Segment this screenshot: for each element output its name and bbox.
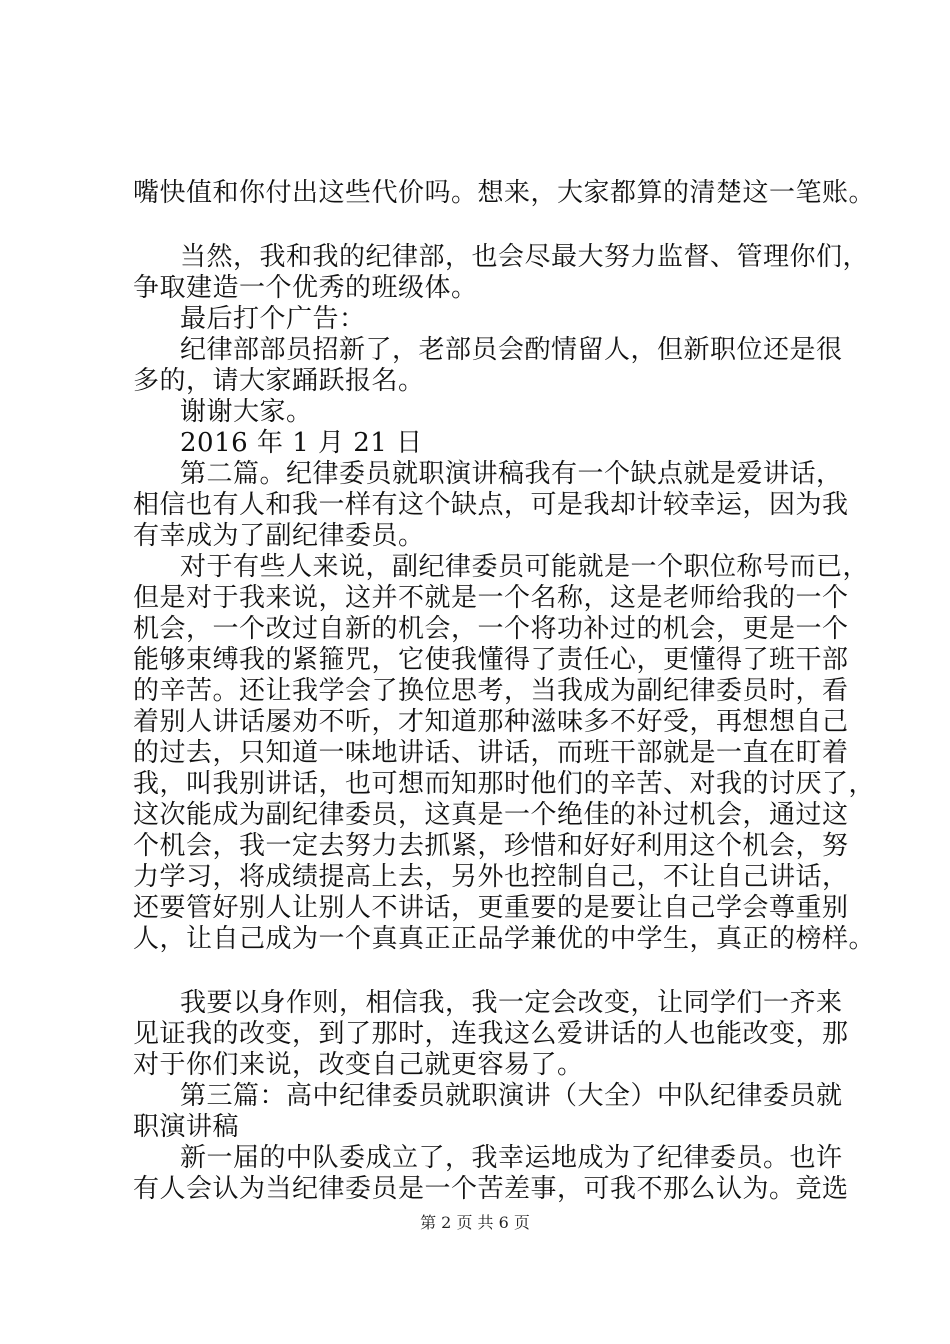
text-line: 我，叫我别讲话，也可想而知那时他们的辛苦、对我的讨厌了，	[133, 769, 876, 799]
text-line: 但是对于我来说，这并不就是一个名称，这是老师给我的一个	[133, 583, 849, 613]
text-line: 纪律部部员招新了，老部员会酌情留人，但新职位还是很	[180, 335, 843, 365]
text-line: 职演讲稿	[133, 1112, 240, 1142]
text-line: 个机会，我一定去努力去抓紧，珍惜和好好利用这个机会，努	[133, 831, 849, 861]
text-line: 力学习，将成绩提高上去，另外也控制自己，不让自己讲话，	[133, 862, 849, 892]
text-line: 有幸成为了副纪律委员。	[133, 521, 425, 551]
text-line: 的辛苦。还让我学会了换位思考，当我成为副纪律委员时，看	[133, 676, 849, 706]
text-line: 最后打个广告：	[180, 304, 366, 334]
text-line: 有人会认为当纪律委员是一个苦差事，可我不那么认为。竞选	[133, 1174, 849, 1204]
text-line: 争取建造一个优秀的班级体。	[133, 273, 478, 303]
text-line: 人，让自己成为一个真真正正品学兼优的中学生，真正的榜样。	[133, 924, 876, 954]
text-line: 能够束缚我的紧箍咒，它使我懂得了责任心，更懂得了班干部	[133, 645, 849, 675]
section-heading: 第三篇：高中纪律委员就职演讲（大全）中队纪律委员就	[180, 1081, 843, 1111]
text-line: 着别人讲话屡劝不听，才知道那种滋味多不好受，再想想自己	[133, 707, 849, 737]
text-line: 谢谢大家。	[180, 397, 313, 427]
section-heading: 第二篇。纪律委员就职演讲稿我有一个缺点就是爱讲话，	[180, 459, 843, 489]
text-line: 多的，请大家踊跃报名。	[133, 366, 425, 396]
text-line: 相信也有人和我一样有这个缺点，可是我却计较幸运，因为我	[133, 490, 849, 520]
text-line: 机会，一个改过自新的机会，一个将功补过的机会，更是一个	[133, 614, 849, 644]
text-line: 见证我的改变，到了那时，连我这么爱讲话的人也能改变，那	[133, 1019, 849, 1049]
text-line: 对于你们来说，改变自己就更容易了。	[133, 1050, 584, 1080]
page-footer: 第 2 页 共 6 页	[420, 1213, 530, 1232]
text-line: 新一届的中队委成立了，我幸运地成为了纪律委员。也许	[180, 1143, 843, 1173]
text-line: 我要以身作则，相信我，我一定会改变，让同学们一齐来	[180, 988, 843, 1018]
text-line: 嘴快值和你付出这些代价吗。想来，大家都算的清楚这一笔账。	[133, 178, 876, 208]
date-line: 2016 年 1 月 21 日	[180, 428, 423, 458]
text-line: 当然，我和我的纪律部，也会尽最大努力监督、管理你们，	[180, 242, 870, 272]
text-line: 对于有些人来说，副纪律委员可能就是一个职位称号而已，	[180, 552, 870, 582]
text-line: 这次能成为副纪律委员，这真是一个绝佳的补过机会，通过这	[133, 800, 849, 830]
text-line: 还要管好别人让别人不讲话，更重要的是要让自己学会尊重别	[133, 893, 849, 923]
text-line: 的过去，只知道一味地讲话、讲话，而班干部就是一直在盯着	[133, 738, 849, 768]
